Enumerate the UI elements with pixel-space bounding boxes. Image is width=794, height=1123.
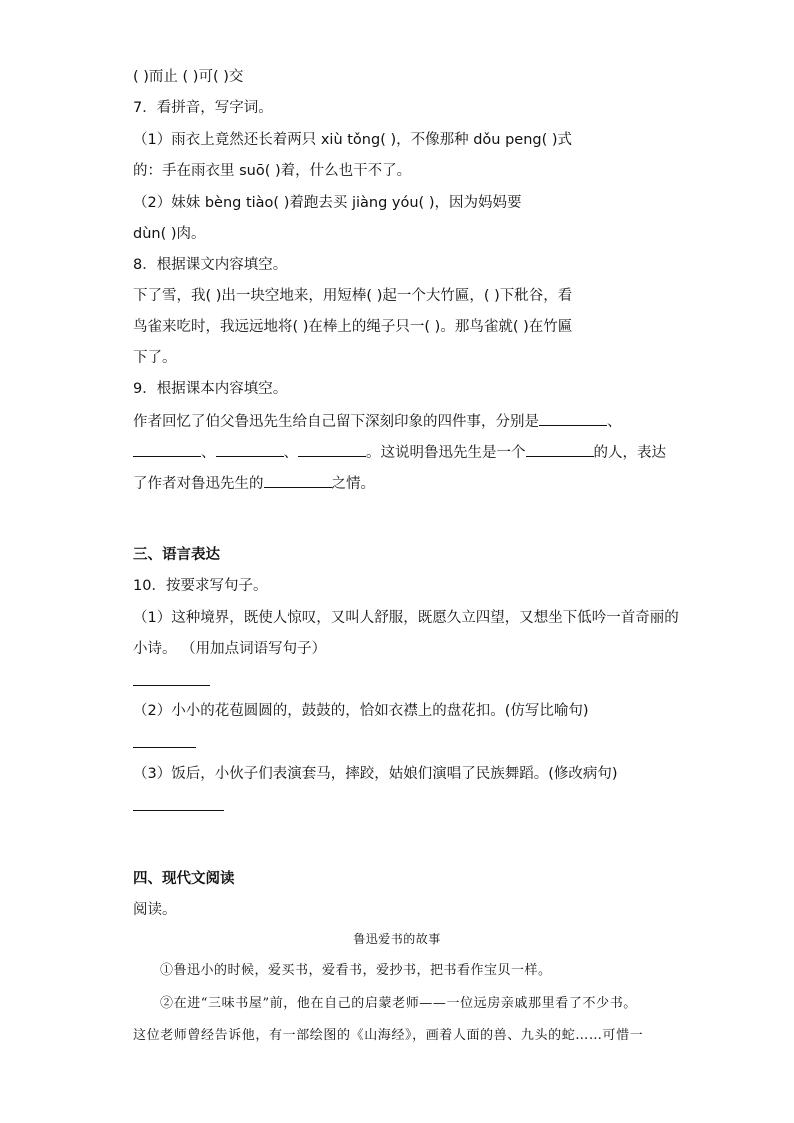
q9-text-2: 、 [607,414,622,430]
question-9-line-2 [133,441,666,463]
q9-sep-2: 、 [283,445,298,461]
question-7-1-line-1: （1）雨衣上竟然还长着两只 xiù tǒng( )，不像那种 dǒu peng( )式 [133,132,573,148]
answer-blank[interactable] [133,441,201,457]
question-9-title: 9．根据课本内容填空。 [133,381,288,397]
question-7-title: 7．看拼音，写字词。 [133,100,273,116]
question-10-3: （3）饭后，小伙子们表演套马，摔跤，姑娘们演唱了民族舞蹈。(修改病句) [133,766,618,782]
q9-text-3: 。这说明鲁迅先生是一个 [366,445,526,461]
question-8-line-2: 鸟雀来吃时，我远远地将( )在棒上的绳子只一( )。那鸟雀就( )在竹匾 [133,319,573,335]
q9-text-5: 了作者对鲁迅先生的 [133,476,264,492]
passage-paragraph-2-line-1: ②在进“三味书屋”前，他在自己的启蒙老师——一位远房亲戚那里看了不少书。 [160,996,637,1011]
passage-paragraph-1: ①鲁迅小的时候，爱买书，爱看书，爱抄书，把书看作宝贝一样。 [160,963,552,978]
idiom-fill-line: ( )而止 ( )可( )交 [133,69,244,85]
passage-paragraph-2-line-2: 这位老师曾经告诉他，有一部绘图的《山海经》，画着人面的兽、九头的蛇……可惜一 [133,1028,644,1043]
q9-text-1: 作者回忆了伯父鲁迅先生给自己留下深刻印象的四件事，分别是 [133,414,539,430]
question-8-title: 8．根据课文内容填空。 [133,257,288,273]
question-8-line-1: 下了雪，我( )出一块空地来，用短棒( )起一个大竹匾，( )下秕谷，看 [133,288,573,304]
question-10-1-line-2: 小诗。 （用加点词语写句子） [133,641,327,657]
q9-sep-1: 、 [201,445,216,461]
q9-text-4: 的人，表达 [593,445,666,461]
question-8-line-3: 下了。 [133,350,177,366]
question-10-2: （2）小小的花苞圆圆的，鼓鼓的，恰如衣襟上的盘花扣。(仿写比喻句) [133,703,589,719]
reading-instruction: 阅读。 [133,902,177,918]
answer-line[interactable] [133,747,196,748]
answer-blank[interactable] [298,441,366,457]
question-9-line-1 [133,410,622,432]
answer-blank[interactable] [526,441,594,457]
answer-blank[interactable] [216,441,284,457]
question-7-2-line-2: dùn( )肉。 [133,226,206,242]
answer-line[interactable] [133,810,224,811]
question-9-line-3 [133,472,375,494]
section-3-heading: 三、语言表达 [133,547,220,563]
question-10-title: 10．按要求写句子。 [133,578,268,594]
answer-blank[interactable] [539,410,607,426]
answer-blank[interactable] [264,472,332,488]
passage-title: 鲁迅爱书的故事 [353,932,441,946]
question-7-1-line-2: 的：手在雨衣里 suō( )着，什么也干不了。 [133,163,412,179]
answer-line[interactable] [133,685,210,686]
question-10-1-line-1: （1）这种境界，既使人惊叹，又叫人舒服，既愿久立四望，又想坐下低吟一首奇丽的 [133,610,679,626]
q9-text-6: 之情。 [331,476,375,492]
section-4-heading: 四、现代文阅读 [133,871,235,887]
question-7-2-line-1: （2）妹妹 bèng tiào( )着跑去买 jiàng yóu( )，因为妈妈要 [133,195,522,211]
